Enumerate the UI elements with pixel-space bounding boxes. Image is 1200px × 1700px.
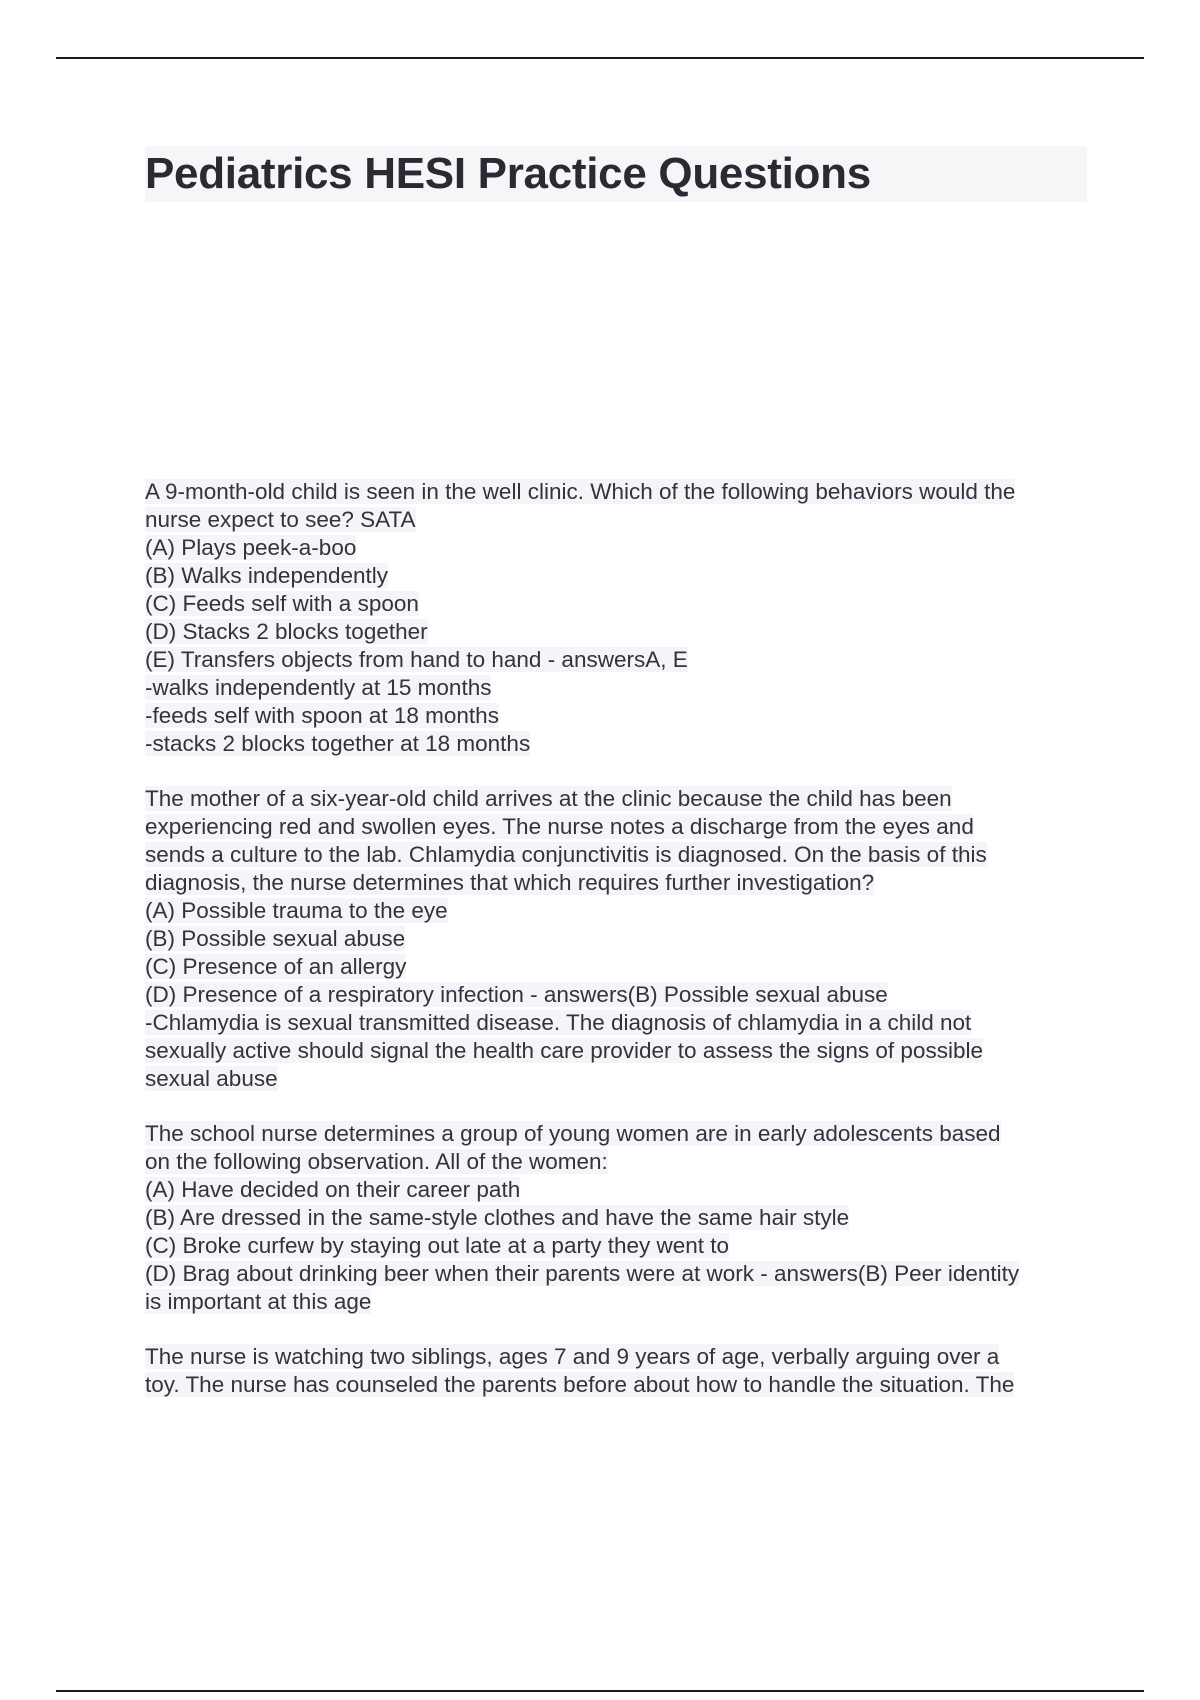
question-line-text: experiencing red and swollen eyes. The nurse notes a discharge from the eyes and bbox=[145, 814, 974, 839]
question-line bbox=[145, 1009, 1095, 1037]
question-line bbox=[145, 1037, 1095, 1065]
question-line bbox=[145, 1120, 1095, 1148]
question-line bbox=[145, 981, 1095, 1009]
question-line-text: (A) Possible trauma to the eye bbox=[145, 898, 448, 923]
question-line bbox=[145, 562, 1095, 590]
question-line bbox=[145, 646, 1095, 674]
question-line bbox=[145, 1371, 1095, 1399]
question-line-text: (C) Feeds self with a spoon bbox=[145, 591, 419, 616]
top-rule bbox=[56, 57, 1144, 59]
question-line bbox=[145, 1343, 1095, 1371]
question-line bbox=[145, 813, 1095, 841]
question-line-text: (D) Brag about drinking beer when their parents were at work - answers(B) Peer identity bbox=[145, 1261, 1020, 1286]
question-line bbox=[145, 1176, 1095, 1204]
question-line bbox=[145, 1204, 1095, 1232]
question-line bbox=[145, 1260, 1095, 1288]
question-line-text: -Chlamydia is sexual transmitted disease. The diagnosis of chlamydia in a child not bbox=[145, 1010, 972, 1035]
question-line-text: is important at this age bbox=[145, 1289, 372, 1314]
question-line-text: (B) Are dressed in the same-style clothes and have the same hair style bbox=[145, 1205, 850, 1230]
question-line bbox=[145, 506, 1095, 534]
question-line-text: on the following observation. All of the women: bbox=[145, 1149, 608, 1174]
question-line-text: The mother of a six-year-old child arrives at the clinic because the child has been bbox=[145, 786, 952, 811]
question-line bbox=[145, 841, 1095, 869]
question-line bbox=[145, 618, 1095, 646]
question-block bbox=[145, 478, 1095, 758]
question-line bbox=[145, 869, 1095, 897]
question-line-text: (B) Possible sexual abuse bbox=[145, 926, 406, 951]
question-line-text: (A) Plays peek-a-boo bbox=[145, 535, 357, 560]
title-banner bbox=[145, 146, 1087, 202]
question-line-text: -feeds self with spoon at 18 months bbox=[145, 703, 499, 728]
question-line bbox=[145, 478, 1095, 506]
question-line-text: sexually active should signal the health care provider to assess the signs of possible bbox=[145, 1038, 983, 1063]
question-line bbox=[145, 674, 1095, 702]
question-line bbox=[145, 702, 1095, 730]
question-block bbox=[145, 785, 1095, 1093]
bottom-rule bbox=[56, 1690, 1144, 1692]
question-line-text: The nurse is watching two siblings, ages 7 and 9 years of age, verbally arguing over a bbox=[145, 1344, 1000, 1369]
question-line bbox=[145, 1148, 1095, 1176]
question-line bbox=[145, 730, 1095, 758]
question-block bbox=[145, 1120, 1095, 1316]
question-line bbox=[145, 1232, 1095, 1260]
question-line bbox=[145, 590, 1095, 618]
document-body bbox=[145, 478, 1095, 1426]
question-line bbox=[145, 534, 1095, 562]
question-block bbox=[145, 1343, 1095, 1399]
question-line-text: -stacks 2 blocks together at 18 months bbox=[145, 731, 531, 756]
question-line bbox=[145, 925, 1095, 953]
question-line-text: (D) Stacks 2 blocks together bbox=[145, 619, 428, 644]
question-line bbox=[145, 785, 1095, 813]
question-line bbox=[145, 897, 1095, 925]
question-line bbox=[145, 1288, 1095, 1316]
question-line-text: sexual abuse bbox=[145, 1066, 278, 1091]
question-line-text: The school nurse determines a group of young women are in early adolescents based bbox=[145, 1121, 1001, 1146]
question-line-text: sends a culture to the lab. Chlamydia conjunctivitis is diagnosed. On the basis of this bbox=[145, 842, 987, 867]
question-line-text: (C) Broke curfew by staying out late at a party they went to bbox=[145, 1233, 730, 1258]
question-line-text: (C) Presence of an allergy bbox=[145, 954, 407, 979]
question-line-text: (D) Presence of a respiratory infection - answers(B) Possible sexual abuse bbox=[145, 982, 888, 1007]
question-line-text: diagnosis, the nurse determines that which requires further investigation? bbox=[145, 870, 875, 895]
question-line bbox=[145, 953, 1095, 981]
question-line-text: A 9-month-old child is seen in the well clinic. Which of the following behaviors would the bbox=[145, 479, 1016, 504]
document-title: Pediatrics HESI Practice Questions bbox=[145, 149, 871, 198]
question-line-text: (E) Transfers objects from hand to hand - answersA, E bbox=[145, 647, 688, 672]
question-line-text: (A) Have decided on their career path bbox=[145, 1177, 521, 1202]
question-line-text: (B) Walks independently bbox=[145, 563, 389, 588]
question-line-text: nurse expect to see? SATA bbox=[145, 507, 416, 532]
question-line-text: -walks independently at 15 months bbox=[145, 675, 492, 700]
question-line-text: toy. The nurse has counseled the parents before about how to handle the situation. The bbox=[145, 1372, 1015, 1397]
question-line bbox=[145, 1065, 1095, 1093]
